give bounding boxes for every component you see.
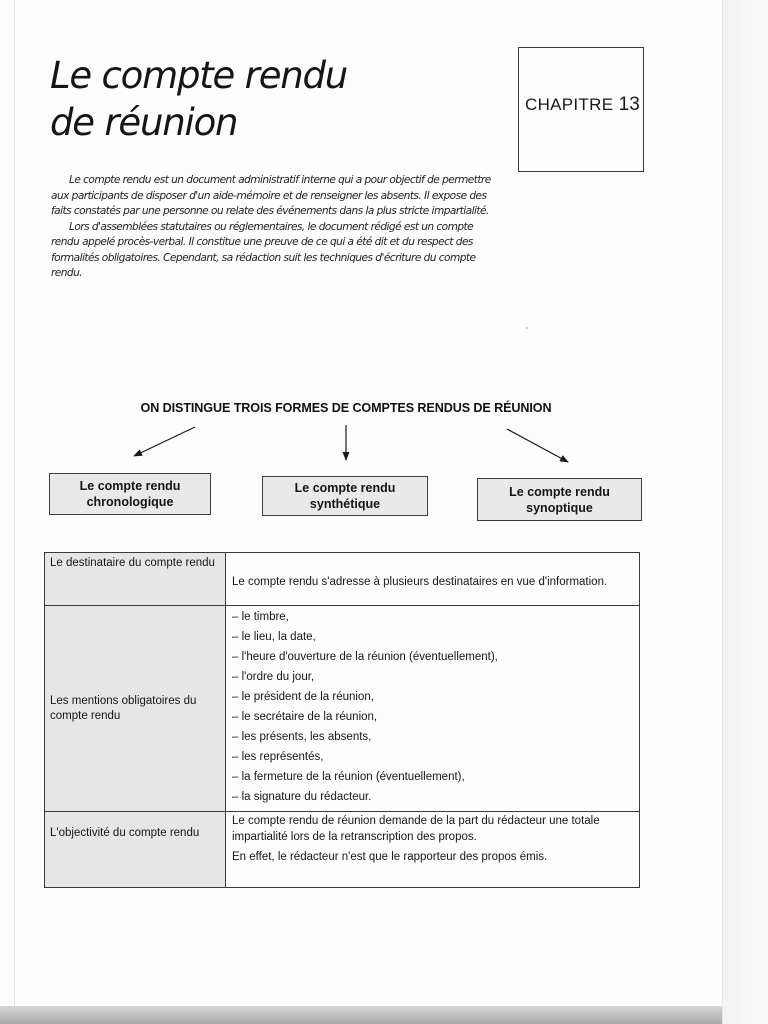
intro-text xyxy=(51,173,493,282)
mention-item: – le timbre, xyxy=(232,611,289,623)
mention-item: – le lieu, la date, xyxy=(232,631,316,643)
scan-gutter xyxy=(722,0,768,1024)
chapter-box xyxy=(518,47,644,172)
table-label-objectivite: L'objectivité du compte rendu xyxy=(45,812,226,888)
info-table xyxy=(44,552,640,888)
mention-item: – le président de la réunion, xyxy=(232,691,374,703)
form-box-synoptique xyxy=(477,478,642,521)
mention-item: – la fermeture de la réunion (éventuellement), xyxy=(232,771,465,783)
table-row-destinataire xyxy=(45,553,640,606)
table-value-mentions xyxy=(226,606,640,812)
arrow-left-icon xyxy=(134,427,195,456)
table-row-mentions xyxy=(45,606,640,812)
mention-item: – la signature du rédacteur. xyxy=(232,791,372,803)
mention-item: – les représentés, xyxy=(232,751,324,763)
form-label-chronologique: Le compte rendu chronologique xyxy=(79,479,181,509)
arrow-right-icon xyxy=(507,429,568,462)
scan-bottom-shadow xyxy=(0,1006,722,1024)
form-label-synoptique: Le compte rendu synoptique xyxy=(509,484,610,515)
table-label-destinataire: Le destinataire du compte rendu xyxy=(45,553,226,606)
section-heading: ON DISTINGUE TROIS FORMES DE COMPTES RENDUS DE RÉUNION xyxy=(140,401,552,415)
table-row-objectivite xyxy=(45,812,640,888)
form-label-synthetique: Le compte rendu synthétique xyxy=(294,481,396,511)
form-box-synthetique xyxy=(262,476,428,516)
title-line-1: Le compte rendu xyxy=(50,54,348,97)
intro-paragraph-1: Le compte rendu est un document administratif interne qui a pour objectif de permettre aux participants de disposer d'un aide-mémoire et de renseigner les absents. Il expose des faits constatés par une personne ou relate des événements dans la plus stricte impartialité. xyxy=(51,174,491,217)
page-edge xyxy=(14,0,15,1024)
mention-item: – le secrétaire de la réunion, xyxy=(232,711,378,723)
table-label-mentions: Les mentions obligatoires du compte rendu xyxy=(45,606,226,812)
form-box-chronologique xyxy=(49,473,211,515)
chapter-number: 13 xyxy=(618,94,640,115)
mention-item: – l'ordre du jour, xyxy=(232,671,315,683)
objectivite-paragraph-1: Le compte rendu de réunion demande de la part du rédacteur une totale impartialité lors de la retranscription des propos. xyxy=(232,815,600,843)
table-value-objectivite xyxy=(226,812,640,888)
scan-speck xyxy=(526,327,528,329)
mention-item: – les présents, les absents, xyxy=(232,731,372,743)
table-value-destinataire: Le compte rendu s'adresse à plusieurs destinataires en vue d'information. xyxy=(226,553,640,606)
intro-paragraph-2: Lors d'assemblées statutaires ou réglementaires, le document rédigé est un compte rendu appelé procès-verbal. Il constitue une preuve de ce qui a été dit et du respect des formalités obligatoires. Cependant, sa rédaction suit les techniques d'écriture du compte rendu. xyxy=(51,220,476,279)
page-title xyxy=(50,52,470,146)
chapter-label xyxy=(525,94,643,116)
objectivite-paragraph-2: En effet, le rédacteur n'est que le rapporteur des propos émis. xyxy=(232,851,548,863)
mention-item: – l'heure d'ouverture de la réunion (éventuellement), xyxy=(232,651,498,663)
title-line-2: de réunion xyxy=(50,101,238,144)
chapter-word: CHAPITRE xyxy=(525,95,614,114)
